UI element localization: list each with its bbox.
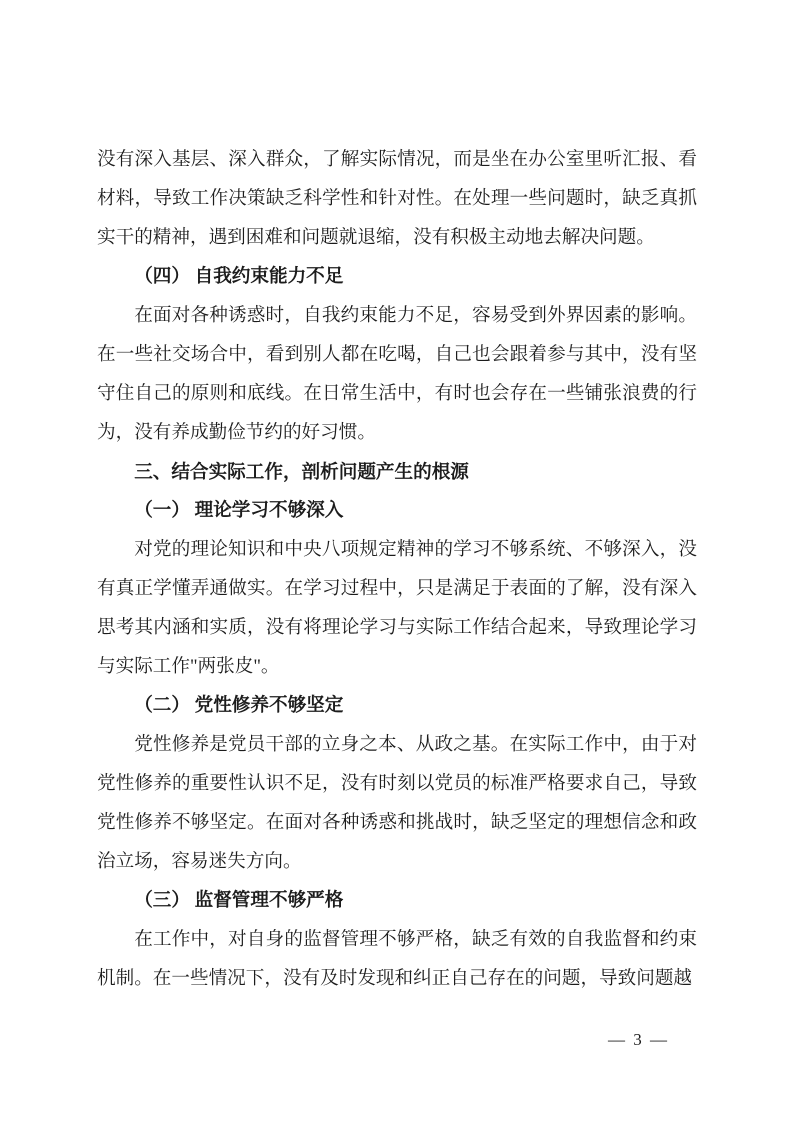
subheading-item-1: （一） 理论学习不够深入: [134, 500, 344, 521]
paragraph-theory-study: 对党的理论知识和中央八项规定精神的学习不够系统、不够深入，没有真正学懂弄通做实。在学习过程中，只是满足于表面的了解，没有深入思考其内涵和实质，没有将理论学习与实际工作结合起来，导致理论学习与实际工作"两张皮"。: [97, 539, 697, 677]
subheading-item-2: （二） 党性修养不够坚定: [134, 695, 344, 716]
page-footer: [0, 1028, 793, 1052]
page-number: — 3 —: [608, 1030, 669, 1049]
section-heading-3: 三、结合实际工作，剖析问题产生的根源: [134, 461, 469, 482]
subheading-item-3: （三） 监督管理不够严格: [134, 890, 344, 911]
paragraph-self-restraint: 在面对各种诱惑时，自我约束能力不足，容易受到外界因素的影响。在一些社交场合中，看到别人都在吃喝，自己也会跟着参与其中，没有坚守住自己的原则和底线。在日常生活中，有时也会存在一些铺张浪费的行为，没有养成勤俭节约的好习惯。: [97, 305, 697, 443]
paragraph-continued-from-previous-page: 没有深入基层、深入群众，了解实际情况，而是坐在办公室里听汇报、看材料，导致工作决策缺乏科学性和针对性。在处理一些问题时，缺乏真抓实干的精神，遇到困难和问题就退缩，没有积极主动地去解决问题。: [97, 149, 697, 248]
paragraph-supervision: 在工作中，对自身的监督管理不够严格，缺乏有效的自我监督和约束机制。在一些情况下，没有及时发现和纠正自己存在的问题，导致问题越: [97, 929, 697, 989]
paragraph-party-spirit: 党性修养是党员干部的立身之本、从政之基。在实际工作中，由于对党性修养的重要性认识不足，没有时刻以党员的标准严格要求自己，导致党性修养不够坚定。在面对各种诱惑和挑战时，缺乏坚定的理想信念和政治立场，容易迷失方向。: [97, 734, 697, 872]
subheading-item-4: （四） 自我约束能力不足: [134, 266, 344, 287]
document-body: [97, 140, 697, 998]
